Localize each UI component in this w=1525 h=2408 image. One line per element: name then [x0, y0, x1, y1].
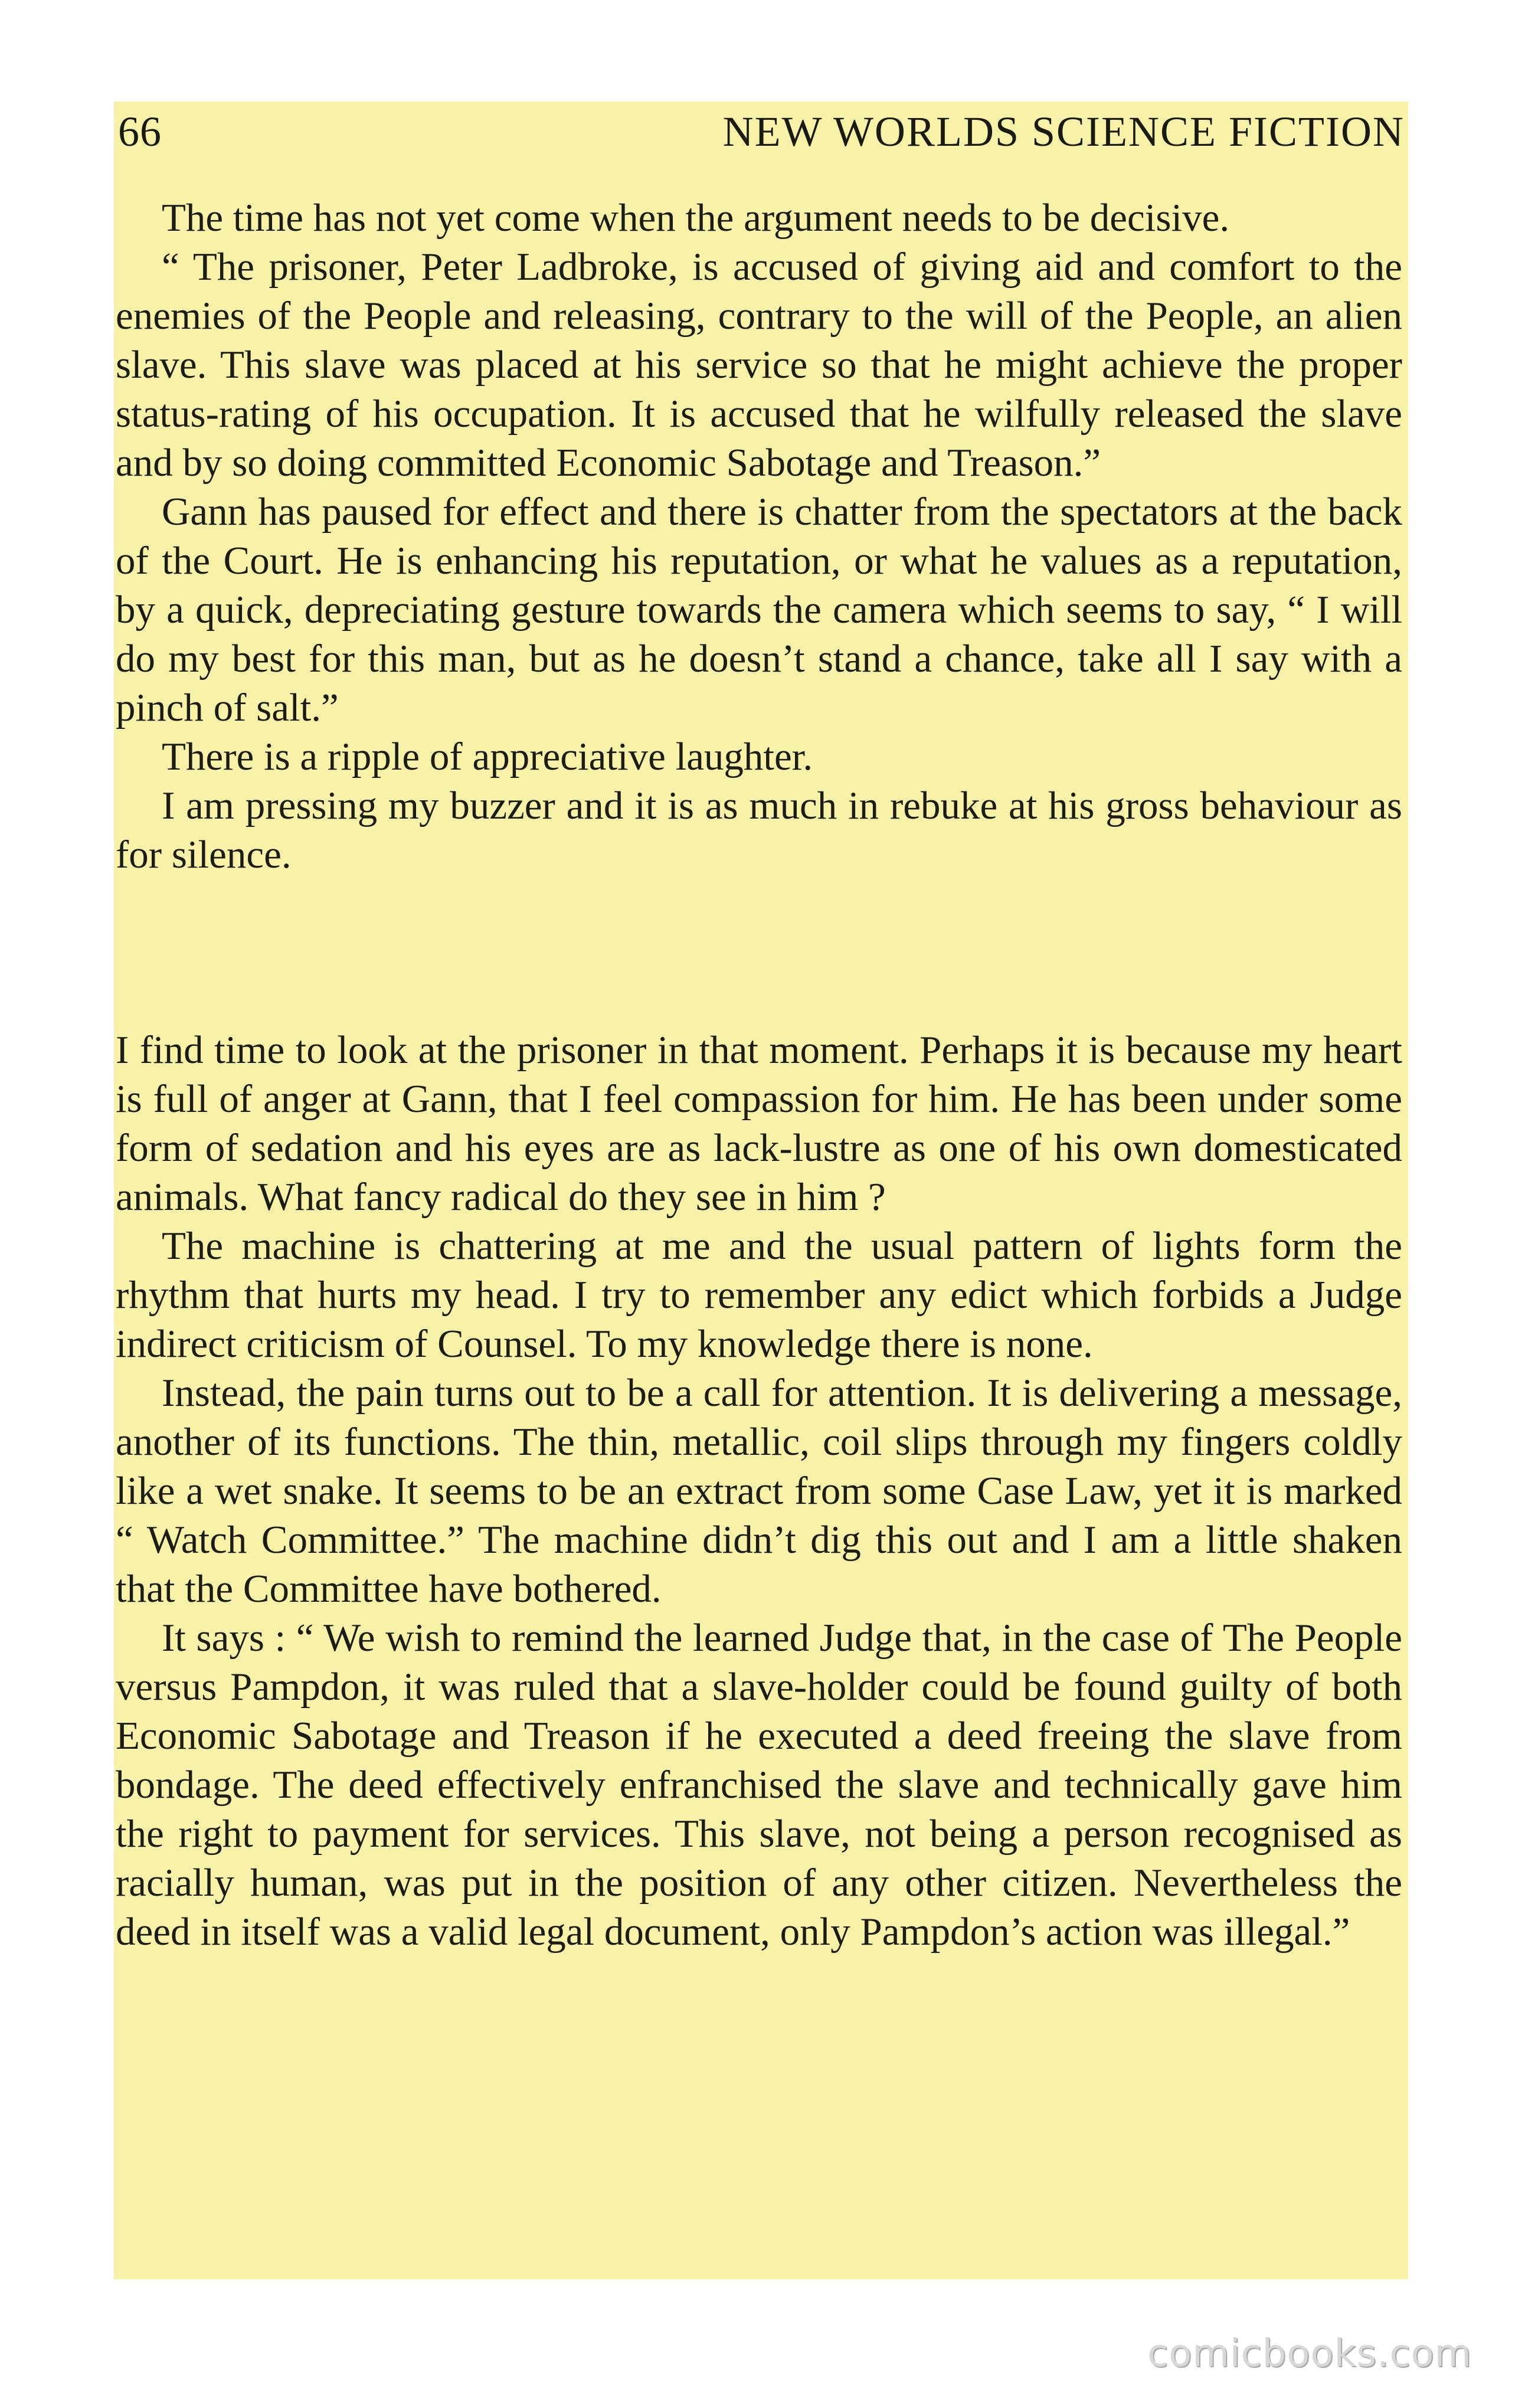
section-break: [116, 879, 1402, 1026]
body-text: [116, 194, 1402, 1956]
paragraph: “ The prisoner, Peter Ladbroke, is accused of giving aid and comfort to the enemies of the People and releasing, contrary to the will of the People, an alien slave. This slave was placed at his service so that he might achieve the proper status-rating of his occupation. It is accused that he wilfully released the slave and by so doing committed Economic Sabotage and Treason.”: [116, 245, 1402, 485]
running-header: [118, 99, 1405, 164]
paragraph: It says : “ We wish to remind the learned Judge that, in the case of The People versus Pampdon, it was ruled that a slave-holder could be found guilty of both Economic Sabotage and Treason if he executed a deed freeing the slave from bondage. The deed effectively enfranchised the slave and technically gave him the right to payment for services. This slave, not being a person recognised as racially human, was put in the position of any other citizen. Nevertheless the deed in itself was a valid legal document, only Pampdon’s action was illegal.”: [116, 1616, 1402, 1954]
paragraph: There is a ripple of appreciative laughter.: [162, 735, 813, 778]
paragraph: The machine is chattering at me and the usual pattern of lights form the rhythm that hurts my head. I try to remember any edict which forbids a Judge indirect criticism of Counsel. To my knowledge there is none.: [116, 1224, 1402, 1366]
site-watermark: comicbooks.com: [1147, 2332, 1472, 2376]
paragraph: Gann has paused for effect and there is chatter from the spectators at the back of the Court. He is enhancing his reputation, or what he values as a reputation, by a quick, depreciating gesture towards the camera which seems to say, “ I will do my best for this man, but as he doesn’t stand a chance, take all I say with a pinch of salt.”: [116, 490, 1402, 729]
paragraph: Instead, the pain turns out to be a call for attention. It is delivering a message, another of its functions. The thin, metallic, coil slips through my fingers coldly like a wet snake. It seems to be an extract from some Case Law, yet it is marked “ Watch Committee.” The machine didn’t dig this out and I am a little shaken that the Committee have bothered.: [116, 1371, 1402, 1611]
running-title: NEW WORLDS SCIENCE FICTION: [722, 108, 1405, 155]
paragraph: I am pressing my buzzer and it is as much in rebuke at his gross behaviour as for silence.: [116, 784, 1402, 876]
page-number: 66: [118, 108, 162, 155]
paragraph: The time has not yet come when the argument needs to be decisive.: [162, 196, 1230, 240]
paragraph: I find time to look at the prisoner in that moment. Perhaps it is because my heart is full of anger at Gann, that I feel compassion for him. He has been under some form of sedation and his eyes are as lack-lustre as one of his own domesticated animals. What fancy radical do they see in him ?: [116, 1028, 1402, 1219]
